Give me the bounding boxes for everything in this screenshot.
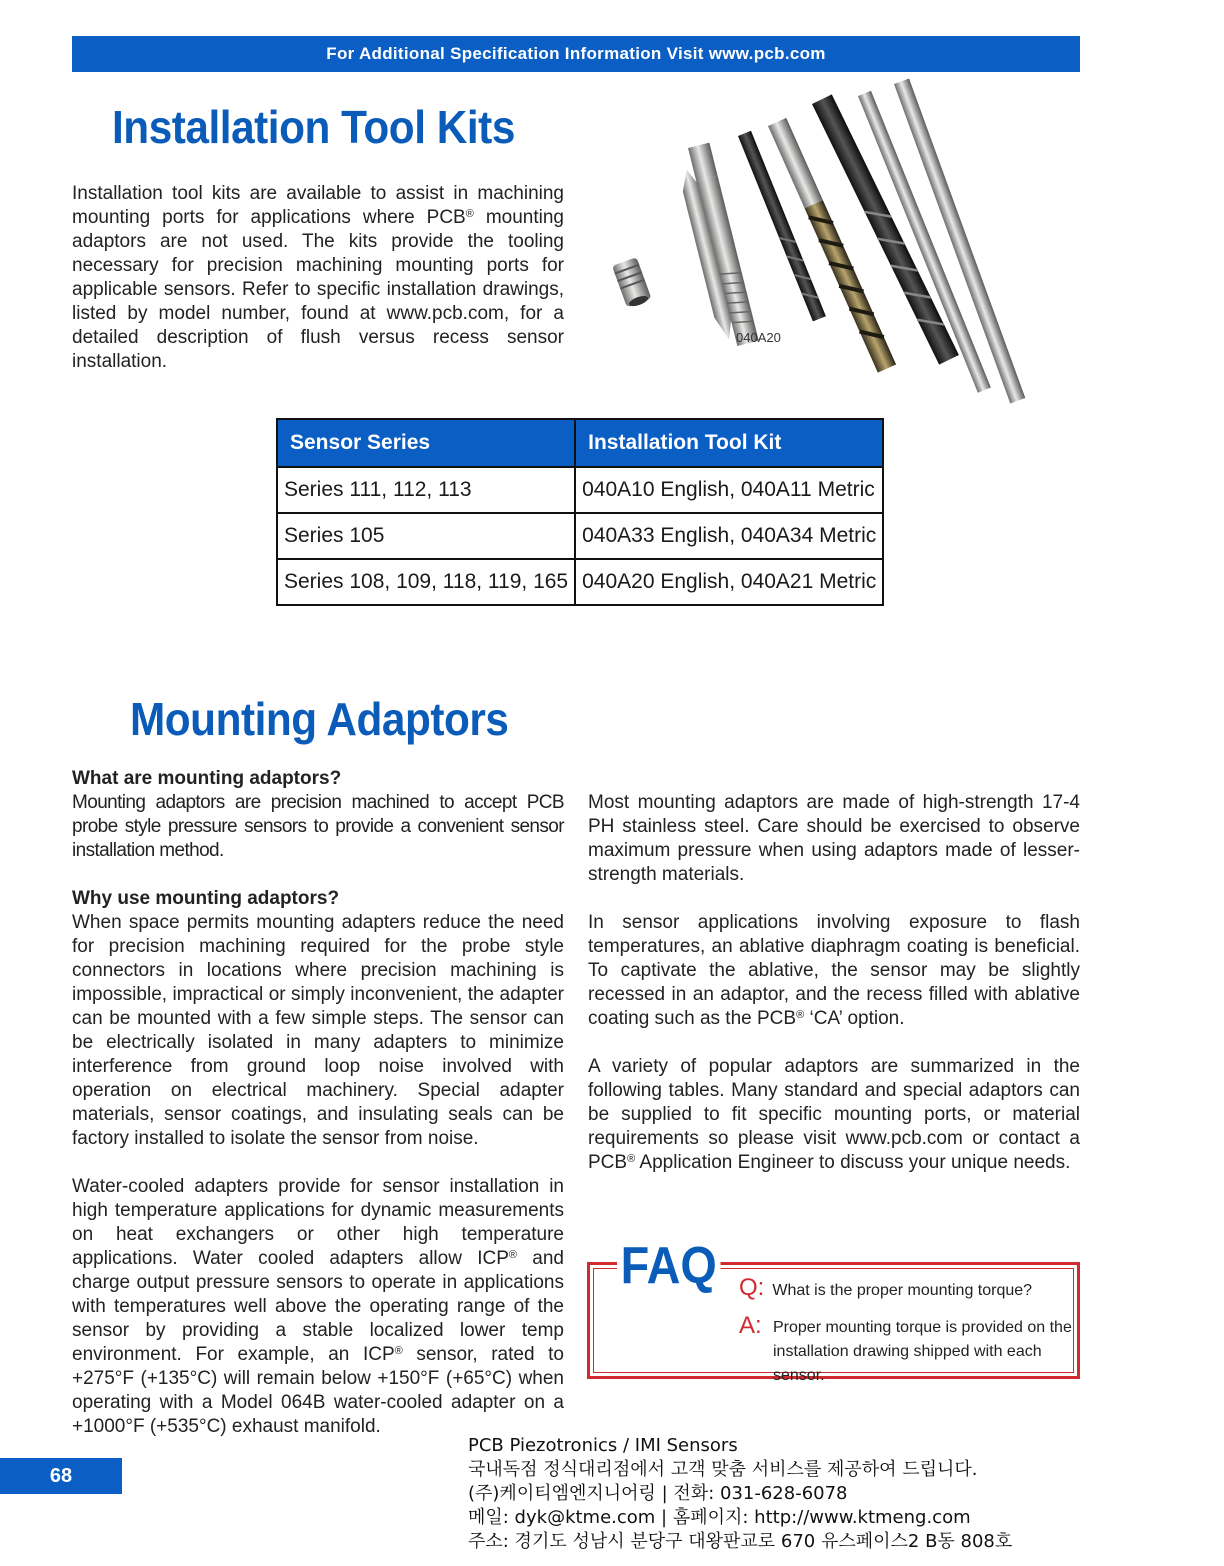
mounting-right-column (588, 791, 1080, 1175)
answer-why-use-adaptors: When space permits mounting adapters reduce the need for precision machining required for the probe style connectors in locations where precision machining is impossible, impractical or simply inconvenient, the adapter can be mounted with a few simple steps. The sensor can be electrically isolated in many adapters to minimize interference from ground loop noise involved with operation on electrical machinery. Special adapter materials, sensor coatings, and insulating seals can be factory installed to isolate the sensor from noise. (72, 912, 564, 1149)
threaded-plug-icon (612, 257, 652, 309)
question-why-use-adaptors: Why use mounting adaptors? (72, 888, 340, 909)
faq-question (739, 1274, 1032, 1302)
registered-mark: ® (627, 1153, 636, 1165)
registered-mark: ® (394, 1345, 403, 1357)
contact-phone: (주)케이티엠엔지니어링 | 전화: 031-628-6078 (468, 1483, 848, 1504)
contact-service-note: 국내독점 정식대리점에서 고객 맞춤 서비스를 제공하여 드립니다. (468, 1459, 978, 1480)
flash-temperature-paragraph (588, 911, 1080, 1031)
tool-kit-image (580, 76, 1110, 406)
question-what-are-adaptors: What are mounting adaptors? (72, 768, 342, 789)
contact-company: PCB Piezotronics / IMI Sensors (468, 1435, 738, 1456)
stainless-steel-paragraph: Most mounting adaptors are made of high-strength 17-4 PH stainless steel. Care should be exercised to observe maximum pressure when using adaptors made of lesser-strength materials. (588, 792, 1080, 885)
mounting-left-column (72, 767, 564, 1439)
variety-text-a: A variety of popular adaptors are summarized in the following tables. Many standard and special adaptors can be supplied to fit specific mounting ports, or material requirements so please visit www.pcb.com or contact a PCB (588, 1056, 1080, 1173)
tool-image-caption: 040A20 (736, 330, 781, 345)
answer-what-are-adaptors: Mounting adaptors are precision machined to accept PCB probe style pressure sensors to provide a convenient sensor installation method. (72, 792, 564, 861)
table-cell-series: Series 111, 112, 113 (277, 467, 575, 513)
header-installation-tool-kit: Installation Tool Kit (575, 419, 883, 467)
faq-question-text: What is the proper mounting torque? (772, 1282, 1033, 1299)
mounting-adaptors-title: Mounting Adaptors (130, 693, 509, 745)
spec-info-banner: For Additional Specification Information Visit www.pcb.com (72, 36, 1080, 72)
registered-mark: ® (508, 1249, 518, 1261)
flash-text-b: ‘CA’ option. (804, 1008, 905, 1029)
table-row (277, 467, 883, 513)
tool-kits-intro-text-b: mounting adaptors are not used. The kits provide the tooling necessary for precision machining mounting ports for applicable sensors. Refer to specific installation drawings, listed by model number, found at www.pcb.com, for a detailed description of flush versus recess sensor installation. (72, 207, 564, 372)
table-row (277, 513, 883, 559)
variety-paragraph (588, 1055, 1080, 1175)
table-cell-kit: 040A20 English, 040A21 Metric (575, 559, 883, 605)
water-cooled-text-c: sensor, rated to +275°F (+135°C) will remain below +150°F (+65°C) when operating with a Model 064B water-cooled adapter on a +1000°F (+535°C) exhaust manifold. (72, 1344, 564, 1437)
faq-box (587, 1237, 1080, 1384)
faq-a-letter: A: (739, 1312, 762, 1339)
page-number: 68 (0, 1458, 122, 1494)
contact-email-web: 메일: dyk@ktme.com | 홈페이지: http://www.ktmeng.com (468, 1507, 971, 1528)
variety-text-b: Application Engineer to discuss your unique needs. (635, 1152, 1071, 1173)
long-reamer-icon (894, 79, 1025, 404)
water-cooled-text-a: Water-cooled adapters provide for sensor installation in high temperature applications for dynamic measurements on heat exchangers or other high temperature applications. Water cooled adapters allow ICP (72, 1176, 564, 1269)
water-cooled-text-b: and charge output pressure sensors to operate in applications with temperatures well above the operating range of the sensor by providing a stable localized lower temp environment. For example, an ICP (72, 1248, 564, 1365)
faq-answer (739, 1312, 1072, 1384)
table-cell-series: Series 105 (277, 513, 575, 559)
table-row (277, 559, 883, 605)
faq-title: FAQ (617, 1236, 720, 1296)
contact-address: 주소: 경기도 성남시 분당구 대왕판교로 670 유스페이스2 B동 808호 (468, 1531, 1013, 1552)
distributor-contact (468, 1434, 1012, 1554)
table-cell-kit: 040A33 English, 040A34 Metric (575, 513, 883, 559)
registered-mark: ® (796, 1009, 805, 1021)
tool-kits-title: Installation Tool Kits (112, 101, 515, 153)
faq-answer-text: Proper mounting torque is provided on the installation drawing shipped with each sensor. (773, 1319, 1072, 1384)
registered-mark: ® (465, 208, 474, 220)
table-header-row (277, 419, 883, 467)
table-cell-kit: 040A10 English, 040A11 Metric (575, 467, 883, 513)
tool-kit-table (276, 418, 884, 606)
tool-kits-intro (72, 182, 564, 374)
faq-q-letter: Q: (739, 1274, 765, 1301)
water-cooled-paragraph (72, 1175, 564, 1439)
flash-text-a: In sensor applications involving exposure to flash temperatures, an ablative diaphragm coating is beneficial. To captivate the ablative, the sensor may be slightly recessed in an adaptor, and the recess filled with ablative coating such as the PCB (588, 912, 1080, 1029)
tool-kits-intro-text-a: Installation tool kits are available to assist in machining mounting ports for applications where PCB (72, 183, 564, 228)
header-sensor-series: Sensor Series (277, 419, 575, 467)
table-cell-series: Series 108, 109, 118, 119, 165 (277, 559, 575, 605)
